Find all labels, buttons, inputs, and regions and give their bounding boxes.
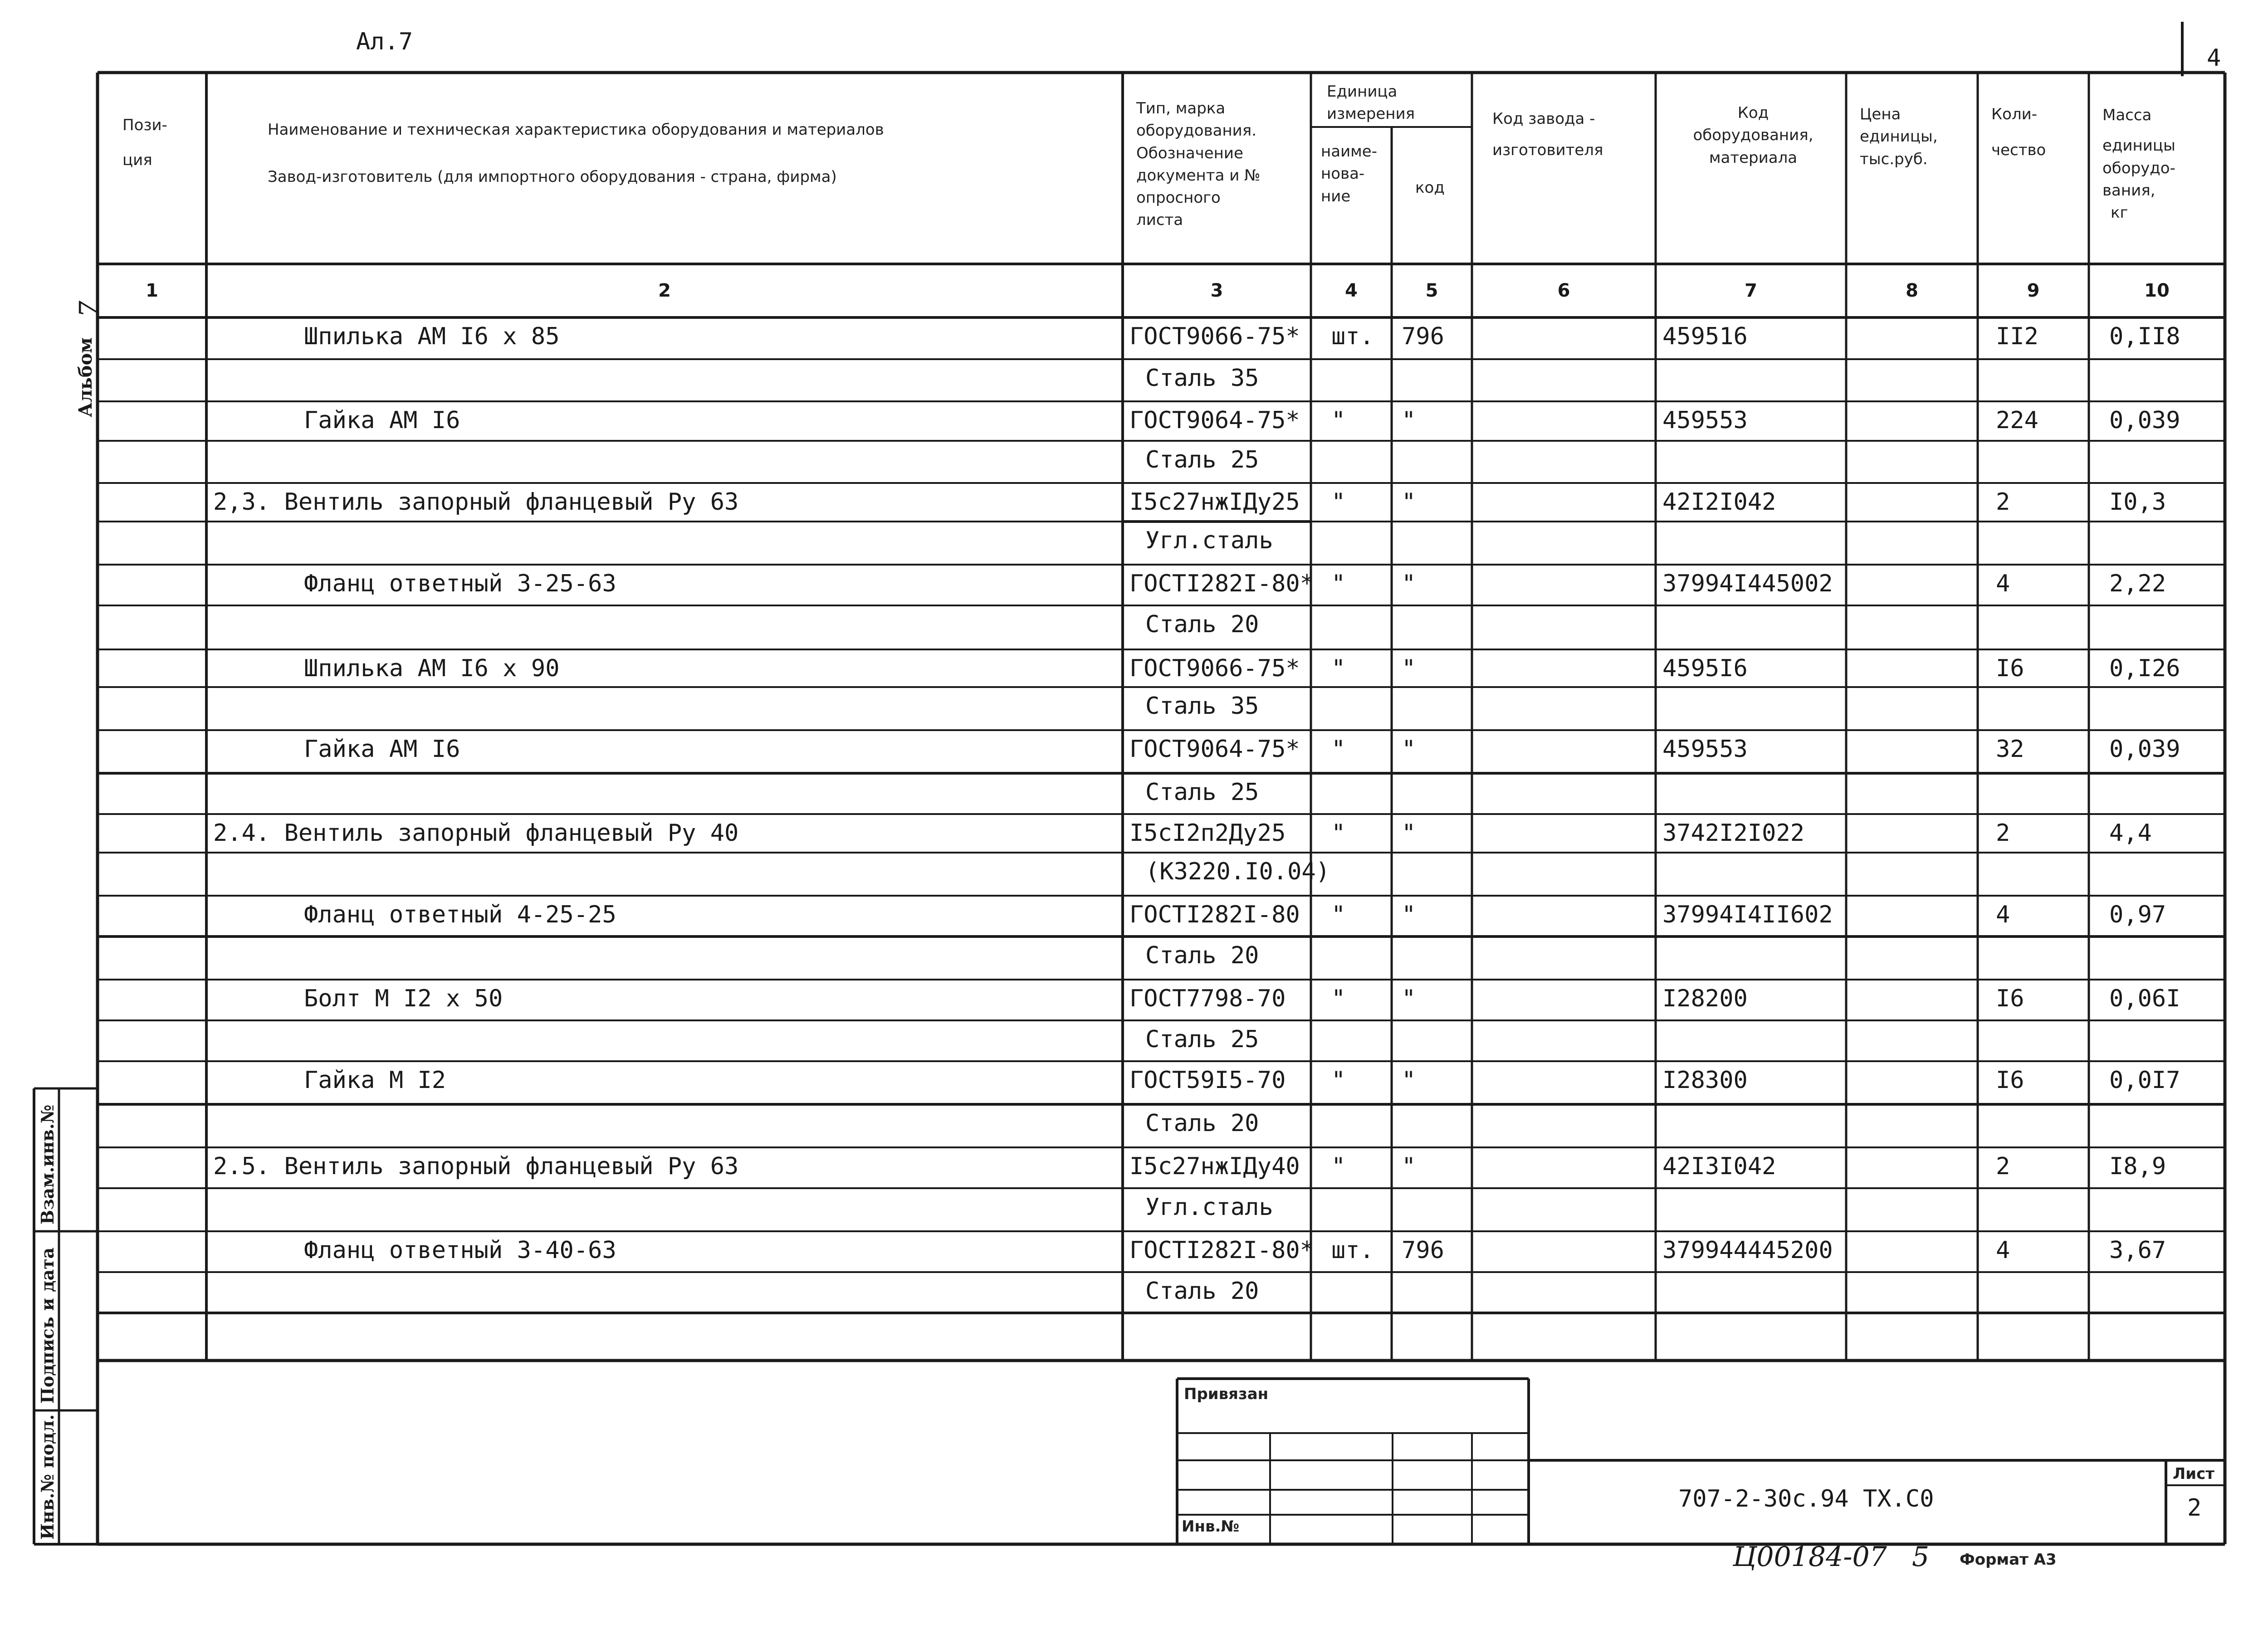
row-mass: 3,67 [2109, 1237, 2166, 1264]
header-unit-name: наиме- нова- ние [1321, 142, 1377, 205]
row-type: Сталь 25 [1145, 446, 1259, 473]
row-type: ГОСТ9066-75* [1129, 655, 1300, 682]
document-code: 707-2-30с.94 ТХ.С0 [1678, 1485, 1934, 1512]
row-type: I5сI2п2Ду25 [1129, 819, 1286, 847]
row-equipment-code: 42I3I042 [1662, 1153, 1776, 1180]
row-unit-code: " [1402, 488, 1416, 516]
stamp-privyazan: Привязан [1184, 1385, 1269, 1403]
row-quantity: 2 [1996, 1153, 2010, 1180]
row-unit-code: 796 [1402, 1237, 1444, 1264]
sheet-label: Лист [2173, 1465, 2214, 1483]
row-mass: 0,06I [2109, 985, 2180, 1012]
row-unit-code: " [1402, 901, 1416, 928]
column-number-5: 5 [1425, 280, 1438, 301]
row-name: Шпилька АМ I6 х 85 [304, 323, 560, 350]
header-unit-code: код [1415, 179, 1445, 197]
side-inv-vzam: Взам.инв.№ [37, 1104, 58, 1224]
row-quantity: 2 [1996, 488, 2010, 516]
row-type: I5с27нжIДу40 [1129, 1153, 1300, 1180]
row-unit-code: " [1402, 819, 1416, 847]
row-unit-code: 796 [1402, 323, 1444, 350]
row-type: ГОСТ59I5-70 [1129, 1067, 1286, 1094]
row-mass: 0,II8 [2109, 323, 2180, 350]
row-quantity: 4 [1996, 570, 2010, 597]
row-type: ГОСТ9064-75* [1129, 736, 1300, 763]
row-unit-code: " [1402, 570, 1416, 597]
row-unit: " [1331, 819, 1346, 847]
row-quantity: 224 [1996, 407, 2038, 434]
row-type: ГОСТI282I-80* [1129, 1237, 1314, 1264]
row-unit-code: " [1402, 985, 1416, 1012]
row-equipment-code: 42I2I042 [1662, 488, 1776, 516]
row-unit: " [1331, 407, 1346, 434]
row-type: Сталь 20 [1145, 1278, 1259, 1305]
side-album-label: Альбом [75, 337, 96, 417]
row-mass: 2,22 [2109, 570, 2166, 597]
row-type: ГОСТI282I-80* [1129, 570, 1314, 597]
column-number-3: 3 [1210, 280, 1223, 301]
archive-number: Ц00184-07 [1733, 1541, 1887, 1573]
row-type: Сталь 25 [1145, 779, 1259, 806]
row-unit-code: " [1402, 407, 1416, 434]
row-unit: " [1331, 655, 1346, 682]
row-type: Сталь 25 [1145, 1026, 1259, 1053]
row-quantity: 4 [1996, 1237, 2010, 1264]
row-unit-code: " [1402, 1153, 1416, 1180]
row-type: Сталь 35 [1145, 365, 1259, 392]
row-name: Гайка М I2 [304, 1067, 446, 1094]
column-number-1: 1 [146, 280, 158, 301]
row-type: ГОСТ7798-70 [1129, 985, 1286, 1012]
row-name: Фланц ответный 3-25-63 [304, 570, 616, 597]
side-album-number: 7 [73, 301, 104, 317]
row-name: Гайка АМ I6 [304, 736, 460, 763]
header-factory-code: Код завода - изготовителя [1492, 110, 1603, 160]
row-mass: 0,0I7 [2109, 1067, 2180, 1094]
header-unit-group: Единица измерения [1327, 83, 1415, 123]
row-unit: " [1331, 1153, 1346, 1180]
album-reference: Ал.7 [356, 28, 413, 55]
row-type: ГОСТI282I-80 [1129, 901, 1300, 928]
row-type: ГОСТ9064-75* [1129, 407, 1300, 434]
column-number-6: 6 [1557, 280, 1570, 301]
column-number-8: 8 [1906, 280, 1918, 301]
row-unit-code: " [1402, 655, 1416, 682]
column-number-2: 2 [658, 280, 671, 301]
row-name: 2.4. Вентиль запорный фланцевый Ру 40 [213, 819, 739, 847]
row-mass: 0,039 [2109, 407, 2180, 434]
row-mass: 4,4 [2109, 819, 2152, 847]
row-equipment-code: I28300 [1662, 1067, 1748, 1094]
header-price: Цена единицы, тыс.руб. [1860, 105, 1938, 168]
row-type: Угл.сталь [1145, 527, 1273, 554]
header-mass: Масса единицы оборудо- вания, кг [2102, 106, 2175, 222]
column-number-7: 7 [1745, 280, 1757, 301]
row-unit: " [1331, 901, 1346, 928]
row-mass: 0,I26 [2109, 655, 2180, 682]
row-name: Фланц ответный 3-40-63 [304, 1237, 616, 1264]
row-type: ГОСТ9066-75* [1129, 323, 1300, 350]
row-equipment-code: 459553 [1662, 736, 1748, 763]
stamp-inv-no: Инв.№ [1182, 1517, 1240, 1536]
row-unit: " [1331, 1067, 1346, 1094]
side-inv-podl: Инв.№ подл. [37, 1414, 58, 1540]
row-equipment-code: 459516 [1662, 323, 1748, 350]
row-equipment-code: 4595I6 [1662, 655, 1748, 682]
row-name: Гайка АМ I6 [304, 407, 460, 434]
row-mass: 0,97 [2109, 901, 2166, 928]
row-mass: I0,3 [2109, 488, 2166, 516]
row-unit: " [1331, 570, 1346, 597]
format-label: Формат А3 [1960, 1551, 2057, 1569]
header-equipment-code: Код оборудования, материала [1693, 104, 1813, 167]
column-number-4: 4 [1345, 280, 1358, 301]
row-quantity: 32 [1996, 736, 2024, 763]
header-position: Пози- ция [122, 116, 167, 170]
row-equipment-code: 3742I2I022 [1662, 819, 1805, 847]
row-unit: " [1331, 985, 1346, 1012]
row-quantity: 2 [1996, 819, 2010, 847]
row-quantity: I6 [1996, 985, 2024, 1012]
column-number-10: 10 [2144, 280, 2170, 301]
header-type: Тип, марка оборудования. Обозначение документа и № опросного листа [1136, 99, 1261, 229]
row-name: Болт М I2 х 50 [304, 985, 503, 1012]
header-quantity: Коли- чество [1991, 105, 2046, 160]
row-type: Сталь 35 [1145, 693, 1259, 720]
row-equipment-code: 459553 [1662, 407, 1748, 434]
row-unit: шт. [1331, 1237, 1374, 1264]
row-name: 2,3. Вентиль запорный фланцевый Ру 63 [213, 488, 739, 516]
sheet-corner-number: 4 [2207, 44, 2221, 72]
row-unit-code: " [1402, 736, 1416, 763]
row-equipment-code: 37994I4II602 [1662, 901, 1833, 928]
row-equipment-code: 37994I445002 [1662, 570, 1833, 597]
row-mass: I8,9 [2109, 1153, 2166, 1180]
row-quantity: I6 [1996, 655, 2024, 682]
row-name: Шпилька АМ I6 х 90 [304, 655, 560, 682]
column-number-9: 9 [2027, 280, 2040, 301]
row-type: Сталь 20 [1145, 611, 1259, 638]
row-equipment-code: I28200 [1662, 985, 1748, 1012]
row-unit-code: " [1402, 1067, 1416, 1094]
header-name: Наименование и техническая характеристика оборудования и материалов Завод-изготовитель (для импортного оборудования - страна, фирма) [268, 121, 884, 186]
row-type: Угл.сталь [1145, 1194, 1273, 1221]
row-equipment-code: 379944445200 [1662, 1237, 1833, 1264]
row-type: (КЗ220.I0.04) [1145, 858, 1330, 885]
row-quantity: I6 [1996, 1067, 2024, 1094]
row-name: Фланц ответный 4-25-25 [304, 901, 616, 928]
row-quantity: 4 [1996, 901, 2010, 928]
row-type: I5с27нжIДу25 [1129, 488, 1300, 516]
copy-number: 5 [1912, 1541, 1930, 1573]
row-unit: " [1331, 736, 1346, 763]
side-signature-date: Подпись и дата [37, 1247, 58, 1404]
row-unit: шт. [1331, 323, 1374, 350]
row-name: 2.5. Вентиль запорный фланцевый Ру 63 [213, 1153, 739, 1180]
row-mass: 0,039 [2109, 736, 2180, 763]
sheet-number: 2 [2187, 1494, 2202, 1522]
row-unit: " [1331, 488, 1346, 516]
row-type: Сталь 20 [1145, 1110, 1259, 1137]
row-type: Сталь 20 [1145, 942, 1259, 969]
row-quantity: II2 [1996, 323, 2038, 350]
